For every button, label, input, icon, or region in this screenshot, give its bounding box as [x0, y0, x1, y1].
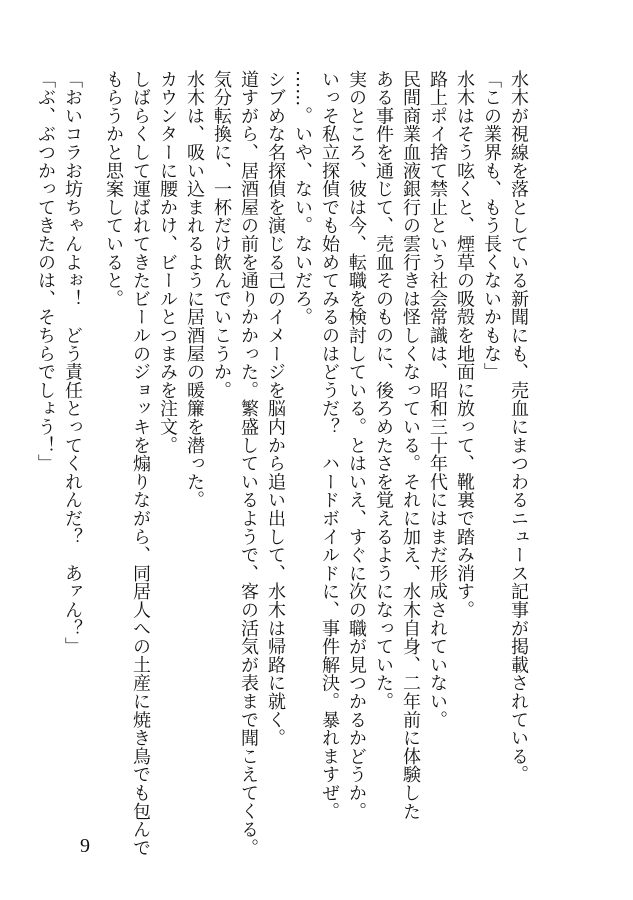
text-line: 「おいコラお坊ちゃんよぉ！ どう責任とってくれんだ？ あァん？」 [62, 70, 83, 656]
text-line: 民間商業血液銀行の雲行きは怪しくなっている。それに加え、水木自身、二年前に体験した [400, 70, 421, 821]
text-line: カウンターに腰かけ、ビールとつまみを注文。 [157, 70, 178, 455]
text-line: 水木が視線を落としている新聞にも、売血にまつわるニュース記事が掲載されている。 [508, 70, 529, 784]
text-line: もらうかと思案していると。 [103, 70, 124, 308]
page-number: 9 [80, 835, 90, 857]
text-line: 道すがら、居酒屋の前を通りかかった。繁盛しているようで、客の活気が表まで聞こえてくる。 [238, 70, 259, 857]
blank-line [86, 70, 100, 790]
text-line: 気分転換に、一杯だけ飲んでいこうか。 [211, 70, 232, 400]
text-line: ある事件を通じて、売血そのものに、後ろめたさを覚えるようになっていた。 [373, 70, 394, 711]
text-line: しばらくして運ばれてきたビールのジョッキを煽りながら、同居人への土産に焼き鳥でも包んで [130, 70, 151, 857]
text-line: 路上ポイ捨て禁止という社会常識は、昭和三十年代にはまだ形成されていない。 [427, 70, 448, 729]
text-line: シブめな名探偵を演じる己のイメージを脳内から追い出して、水木は帰路に就く。 [265, 70, 286, 748]
text-line: 「ぶ、ぶつかってきたのは、そちらでしょう！」 [35, 70, 56, 473]
text-line: いっそ私立探偵でも始めてみるのはどうだ？ ハードボイルドに、事件解決。暴れますぜ。 [319, 70, 340, 821]
text-line: 実のところ、彼は今、転職を検討している。とはいえ、すぐに次の職が見つかるかどうか。 [346, 70, 367, 821]
text-line: 水木はそう呟くと、煙草の吸殻を地面に放って、靴裏で踏み消す。 [454, 70, 475, 619]
vertical-text-body [32, 70, 532, 857]
text-line: 「この業界も、もう長くないかもな」 [481, 70, 502, 382]
text-line: ……。いや、ない。ないだろ。 [292, 70, 313, 327]
text-line: 水木は、吸い込まれるように居酒屋の暖簾を潜った。 [184, 70, 205, 510]
